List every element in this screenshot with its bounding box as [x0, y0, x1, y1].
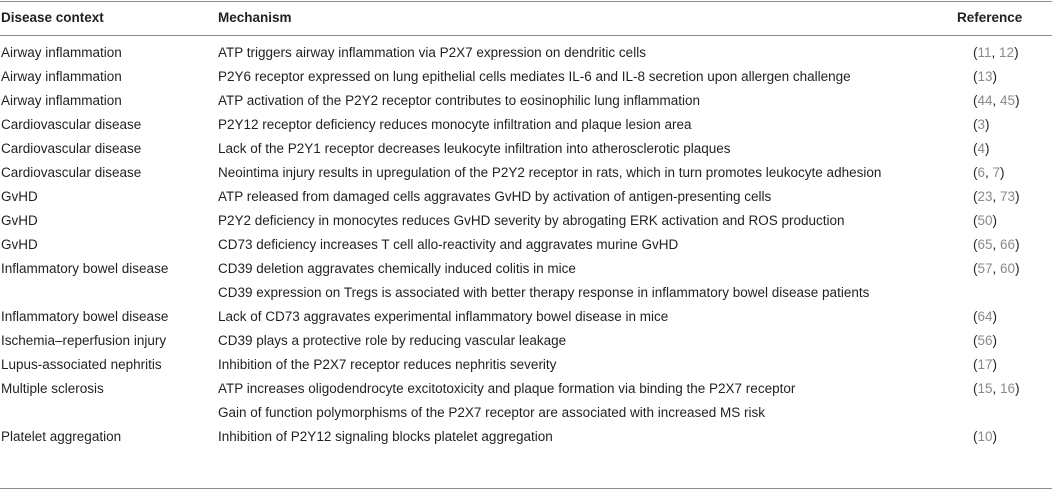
reference-link[interactable]: 13	[977, 69, 993, 84]
cell-disease-context: Inflammatory bowel disease	[1, 309, 169, 324]
reference-link[interactable]: 64	[977, 309, 993, 324]
cell-reference: (56)	[973, 333, 998, 348]
cell-mechanism: P2Y12 receptor deficiency reduces monocyte infiltration and plaque lesion area	[218, 117, 692, 132]
reference-link[interactable]: 60	[1000, 261, 1016, 276]
cell-disease-context: Ischemia–reperfusion injury	[1, 333, 167, 348]
cell-reference: (57, 60)	[973, 261, 1020, 276]
cell-disease-context: Cardiovascular disease	[1, 117, 142, 132]
table-row	[0, 66, 1052, 90]
cell-reference: (50)	[973, 213, 998, 228]
reference-link[interactable]: 56	[977, 333, 993, 348]
cell-mechanism: ATP activation of the P2Y2 receptor contributes to eosinophilic lung inflammation	[218, 93, 701, 108]
cell-reference: (23, 73)	[973, 189, 1020, 204]
cell-mechanism: P2Y2 deficiency in monocytes reduces GvHD severity by abrogating ERK activation and ROS production	[218, 213, 845, 228]
table-row	[0, 162, 1052, 186]
cell-disease-context: Platelet aggregation	[1, 429, 122, 444]
reference-link[interactable]: 45	[1000, 93, 1016, 108]
reference-link[interactable]: 17	[977, 357, 993, 372]
table-row	[0, 258, 1052, 282]
cell-mechanism: CD39 plays a protective role by reducing vascular leakage	[218, 333, 567, 348]
cell-mechanism: P2Y6 receptor expressed on lung epithelial cells mediates IL-6 and IL-8 secretion upon allergen challenge	[218, 69, 851, 84]
header-reference: Reference	[957, 10, 1023, 25]
reference-link[interactable]: 4	[977, 141, 986, 156]
cell-reference: (6, 7)	[973, 165, 1005, 180]
table-row	[0, 42, 1052, 66]
cell-mechanism: CD73 deficiency increases T cell allo-reactivity and aggravates murine GvHD	[218, 237, 679, 252]
reference-link[interactable]: 44	[977, 93, 993, 108]
table-body	[0, 42, 1052, 450]
reference-link[interactable]: 73	[1000, 189, 1016, 204]
cell-disease-context: Airway inflammation	[1, 45, 122, 60]
cell-reference: (10)	[973, 429, 998, 444]
reference-link[interactable]: 11	[977, 45, 992, 60]
cell-mechanism: CD39 deletion aggravates chemically induced colitis in mice	[218, 261, 576, 276]
cell-reference: (4)	[973, 141, 990, 156]
reference-link[interactable]: 6	[977, 165, 986, 180]
cell-reference: (13)	[973, 69, 998, 84]
cell-mechanism: Inhibition of P2Y12 signaling blocks platelet aggregation	[218, 429, 553, 444]
reference-link[interactable]: 16	[1000, 381, 1016, 396]
cell-mechanism: Neointima injury results in upregulation of the P2Y2 receptor in rats, which in turn promotes leukocyte adhesion	[218, 165, 882, 180]
reference-link[interactable]: 3	[977, 117, 986, 132]
reference-link[interactable]: 66	[1000, 237, 1016, 252]
table-row	[0, 426, 1052, 450]
table-row	[0, 282, 1052, 306]
cell-reference: (64)	[973, 309, 998, 324]
cell-disease-context: GvHD	[1, 237, 38, 252]
cell-disease-context: Airway inflammation	[1, 93, 122, 108]
header-disease-context: Disease context	[1, 10, 104, 25]
reference-link[interactable]: 23	[977, 189, 993, 204]
header-mechanism: Mechanism	[218, 10, 292, 25]
cell-mechanism: Inhibition of the P2X7 receptor reduces nephritis severity	[218, 357, 557, 372]
table-row	[0, 402, 1052, 426]
cell-disease-context: Cardiovascular disease	[1, 165, 142, 180]
table-row	[0, 330, 1052, 354]
cell-reference: (44, 45)	[973, 93, 1020, 108]
cell-reference: (11, 12)	[973, 45, 1019, 60]
cell-mechanism: ATP triggers airway inflammation via P2X7 expression on dendritic cells	[218, 45, 646, 60]
reference-link[interactable]: 15	[977, 381, 993, 396]
cell-disease-context: Airway inflammation	[1, 69, 122, 84]
table-row	[0, 306, 1052, 330]
reference-link[interactable]: 7	[992, 165, 1001, 180]
table-row	[0, 210, 1052, 234]
cell-mechanism: Gain of function polymorphisms of the P2X7 receptor are associated with increased MS risk	[218, 405, 766, 420]
cell-disease-context: Multiple sclerosis	[1, 381, 104, 396]
cell-mechanism: ATP released from damaged cells aggravates GvHD by activation of antigen-presenting cells	[218, 189, 772, 204]
table-bottom-rule	[0, 488, 1052, 489]
reference-link[interactable]: 10	[977, 429, 993, 444]
table-row	[0, 378, 1052, 402]
cell-disease-context: Inflammatory bowel disease	[1, 261, 169, 276]
cell-disease-context: Lupus-associated nephritis	[1, 357, 162, 372]
reference-link[interactable]: 57	[977, 261, 993, 276]
cell-reference: (15, 16)	[973, 381, 1020, 396]
cell-mechanism: ATP increases oligodendrocyte excitotoxicity and plaque formation via binding the P2X7 receptor	[218, 381, 796, 396]
cell-mechanism: CD39 expression on Tregs is associated with better therapy response in inflammatory bowel disease patients	[218, 285, 870, 300]
reference-link[interactable]: 65	[977, 237, 993, 252]
table-header-rule	[0, 35, 1052, 36]
table-row	[0, 114, 1052, 138]
table-row	[0, 354, 1052, 378]
cell-reference: (17)	[973, 357, 998, 372]
table-row	[0, 90, 1052, 114]
table-row	[0, 138, 1052, 162]
reference-link[interactable]: 12	[999, 45, 1015, 60]
cell-disease-context: GvHD	[1, 189, 38, 204]
table-row	[0, 234, 1052, 258]
cell-mechanism: Lack of the P2Y1 receptor decreases leukocyte infiltration into atherosclerotic plaques	[218, 141, 731, 156]
cell-mechanism: Lack of CD73 aggravates experimental inflammatory bowel disease in mice	[218, 309, 669, 324]
cell-reference: (3)	[973, 117, 990, 132]
cell-reference: (65, 66)	[973, 237, 1020, 252]
table-row	[0, 186, 1052, 210]
cell-disease-context: GvHD	[1, 213, 38, 228]
reference-link[interactable]: 50	[977, 213, 993, 228]
cell-disease-context: Cardiovascular disease	[1, 141, 142, 156]
table-header-row	[0, 1, 1052, 35]
